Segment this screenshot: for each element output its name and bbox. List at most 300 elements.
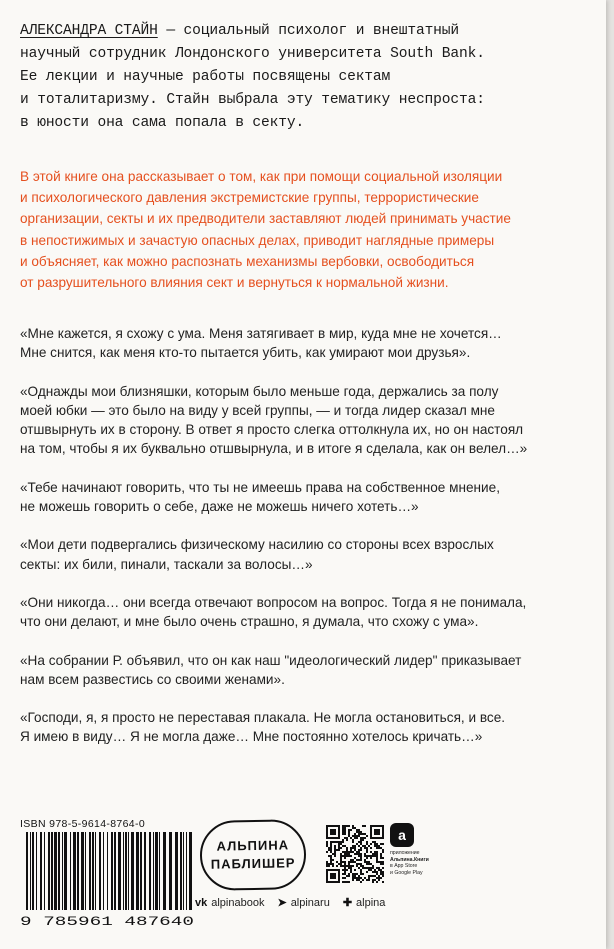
qr-module (376, 871, 378, 873)
qr-module (380, 843, 382, 845)
qr-module (378, 867, 380, 869)
qr-module (372, 865, 374, 867)
qr-module (352, 877, 354, 879)
quote-line: на том, чтобы я их буквально отшвырнула, и в итоге я сделала, как он велел…» (20, 441, 528, 457)
qr-module (352, 851, 354, 853)
qr-module (356, 863, 358, 865)
qr-module (380, 853, 382, 855)
qr-module (352, 859, 354, 861)
qr-module (382, 863, 384, 865)
qr-module (350, 829, 352, 831)
qr-module (336, 849, 338, 851)
qr-module (340, 861, 342, 863)
qr-module (370, 847, 372, 849)
qr-module (342, 827, 344, 829)
qr-module (342, 861, 344, 863)
author-bio-line: в юности она сама попала в секту. (20, 115, 305, 131)
qr-module (360, 853, 362, 855)
qr-module (362, 825, 364, 827)
qr-module (374, 845, 376, 847)
qr-module (380, 857, 382, 859)
qr-module (328, 865, 330, 867)
quote-line: Мне снится, как меня кто-то пытается убить, как умирают мои друзья». (20, 345, 471, 361)
qr-module (374, 853, 376, 855)
qr-module (376, 877, 378, 879)
qr-module (370, 863, 372, 865)
qr-module (372, 867, 374, 869)
qr-module (334, 841, 336, 843)
barcode-bar (118, 832, 121, 910)
barcode-bar (159, 832, 160, 910)
qr-module (374, 871, 376, 873)
qr-module (358, 845, 360, 847)
qr-module (382, 871, 384, 873)
barcode-bar (44, 832, 45, 910)
qr-module (344, 853, 346, 855)
qr-module (348, 853, 350, 855)
qr-module (350, 851, 352, 853)
publisher-name-line1: АЛЬПИНА (216, 837, 290, 854)
alpina-icon: ✚ (342, 897, 353, 909)
qr-module (326, 845, 328, 847)
qr-module (332, 841, 334, 843)
qr-module (328, 855, 330, 857)
qr-module (376, 867, 378, 869)
qr-module (340, 857, 342, 859)
qr-module (330, 851, 332, 853)
qr-module (344, 833, 346, 835)
qr-module (380, 863, 382, 865)
barcode-bar (144, 832, 146, 910)
qr-module (342, 877, 344, 879)
qr-module (368, 863, 370, 865)
qr-module (378, 877, 380, 879)
qr-module (382, 867, 384, 869)
qr-module (380, 855, 382, 857)
qr-module (376, 855, 378, 857)
qr-module (360, 847, 362, 849)
qr-module (382, 875, 384, 877)
qr-module (344, 881, 346, 883)
publisher-logo (199, 819, 306, 891)
qr-module (348, 851, 350, 853)
qr-module (360, 855, 362, 857)
blurb-line: организации, секты и их предводители заставляют людей принимать участие (20, 211, 511, 227)
qr-module (342, 839, 344, 841)
qr-module (346, 865, 348, 867)
qr-module (340, 859, 342, 861)
qr-module (344, 873, 346, 875)
barcode-bar (186, 832, 187, 910)
barcode-bar (85, 832, 86, 910)
qr-module (362, 837, 364, 839)
barcode-bar (149, 832, 151, 910)
barcode-bar (48, 832, 50, 910)
qr-module (368, 875, 370, 877)
qr-module (346, 855, 348, 857)
qr-module (338, 863, 340, 865)
qr-module (348, 867, 350, 869)
qr-module (334, 845, 336, 847)
qr-module (354, 873, 356, 875)
barcode-bar (189, 832, 192, 910)
qr-module (330, 829, 336, 835)
quote-line: не можешь говорить о себе, даже не можешь ничего хотеть…» (20, 499, 419, 515)
qr-module (350, 859, 352, 861)
qr-module (372, 881, 374, 883)
barcode-bar (131, 832, 134, 910)
qr-module (348, 835, 350, 837)
qr-module (344, 865, 346, 867)
quote-line: моей юбки — это было на виду у всей группы, — и тогда лидер сказал мне (20, 402, 495, 418)
qr-module (330, 849, 332, 851)
qr-module (358, 859, 360, 861)
qr-module (378, 879, 380, 881)
qr-module (352, 835, 354, 837)
qr-module (338, 841, 340, 843)
qr-module (328, 863, 330, 865)
qr-module (362, 839, 364, 841)
qr-module (332, 865, 334, 867)
barcode-bar (128, 832, 129, 910)
qr-module (382, 873, 384, 875)
qr-module (370, 851, 372, 853)
qr-module (342, 825, 344, 827)
qr-module (348, 829, 350, 831)
qr-module (368, 861, 370, 863)
qr-module (348, 825, 350, 827)
quote-line: «На собрании Р. объявил, что он как наш "идеологический лидер" приказывает (20, 652, 522, 668)
barcode-bar (26, 832, 28, 910)
qr-module (346, 875, 348, 877)
qr-module (372, 875, 374, 877)
qr-module (380, 869, 382, 871)
qr-module (340, 865, 342, 867)
qr-module (358, 835, 360, 837)
qr-module (342, 855, 344, 857)
qr-module (360, 831, 362, 833)
qr-module (346, 847, 348, 849)
qr-module (354, 845, 356, 847)
barcode-bar (180, 832, 182, 910)
social-link-telegram[interactable] (277, 896, 329, 909)
qr-module (360, 849, 362, 851)
qr-module (342, 833, 344, 835)
qr-module (330, 859, 332, 861)
barcode-bar (64, 832, 67, 910)
qr-module (342, 829, 344, 831)
social-link-vk[interactable] (195, 897, 264, 909)
barcode-bar (169, 832, 172, 910)
qr-module (348, 861, 350, 863)
qr-module (382, 881, 384, 883)
qr-module (378, 861, 380, 863)
author-name: АЛЕКСАНДРА СТАЙН (20, 23, 158, 39)
quote-line: «Мои дети подвергались физическому насилию со стороны всех взрослых (20, 537, 494, 553)
author-bio-line: и тоталитаризму. Стайн выбрала эту тематику неспроста: (20, 92, 485, 108)
qr-module (362, 845, 364, 847)
qr-module (366, 841, 368, 843)
isbn-barcode (18, 818, 196, 928)
qr-module (330, 841, 332, 843)
author-bio-line: Ее лекции и научные работы посвящены сектам (20, 69, 391, 85)
qr-module (338, 847, 340, 849)
qr-module (374, 879, 376, 881)
qr-module (356, 865, 358, 867)
qr-module (374, 841, 376, 843)
qr-module (346, 853, 348, 855)
qr-module (352, 827, 354, 829)
qr-module (378, 847, 380, 849)
qr-module (364, 825, 366, 827)
qr-module (364, 855, 366, 857)
qr-module (376, 859, 378, 861)
qr-module (360, 881, 362, 883)
qr-module (348, 833, 350, 835)
qr-module (356, 837, 358, 839)
barcode-bar (123, 832, 124, 910)
qr-module (350, 847, 352, 849)
qr-module (356, 877, 358, 879)
qr-module (354, 847, 356, 849)
qr-module (364, 859, 366, 861)
qr-module (360, 833, 362, 835)
qr-module (374, 869, 376, 871)
qr-module (358, 831, 360, 833)
qr-module (342, 845, 344, 847)
qr-module (344, 851, 346, 853)
qr-module (354, 853, 356, 855)
qr-module (358, 841, 360, 843)
qr-module (366, 857, 368, 859)
qr-module (340, 847, 342, 849)
qr-module (352, 865, 354, 867)
telegram-icon: ➤ (277, 897, 287, 909)
social-label: alpina (356, 896, 386, 909)
qr-module (350, 871, 352, 873)
qr-module (326, 861, 328, 863)
qr-module (366, 847, 368, 849)
barcode-bar (77, 832, 79, 910)
qr-module (344, 871, 346, 873)
qr-module (352, 841, 354, 843)
quote (20, 535, 580, 574)
blurb-line: и объясняет, как можно распознать механизмы вербовки, освободиться (20, 253, 475, 269)
quote-line: «Они никогда… они всегда отвечают вопросом на вопрос. Тогда я не понимала, (20, 594, 527, 610)
quote (20, 593, 580, 632)
qr-module (374, 851, 376, 853)
vk-icon: vk (195, 896, 208, 909)
qr-module (352, 839, 354, 841)
quote-line: отшвырнуть их в сторону. В ответ я просто слегка оттолкнула их, но он настоял (20, 422, 524, 438)
qr-module (346, 825, 348, 827)
qr-module (370, 875, 372, 877)
qr-module (350, 837, 352, 839)
qr-module (350, 869, 352, 871)
qr-module (352, 879, 354, 881)
qr-module (354, 875, 356, 877)
barcode-bar (114, 832, 116, 910)
barcode-bar (163, 832, 166, 910)
qr-module (346, 849, 348, 851)
qr-module (340, 843, 342, 845)
qr-module (380, 847, 382, 849)
qr-module (338, 845, 340, 847)
qr-module (360, 865, 362, 867)
qr-module (352, 873, 354, 875)
barcode-bar (51, 832, 53, 910)
qr-module (344, 829, 346, 831)
qr-module (348, 865, 350, 867)
qr-module (330, 847, 332, 849)
author-bio-line: — социальный психолог и внештатный (157, 23, 460, 39)
qr-module (366, 863, 368, 865)
qr-module (362, 873, 364, 875)
qr-module (348, 855, 350, 857)
qr-module (330, 855, 332, 857)
qr-module (360, 839, 362, 841)
qr-module (328, 847, 330, 849)
quote-line: что они делают, и мне было очень страшно, я думала, что схожу с ума». (20, 614, 479, 630)
blurb-line: в непостижимых и зачастую опасных делах, приводит наглядные примеры (20, 232, 495, 248)
qr-module (366, 861, 368, 863)
qr-module (354, 857, 356, 859)
blurb-line: В этой книге она рассказывает о том, как при помощи социальной изоляции (20, 169, 503, 184)
qr-module (372, 853, 374, 855)
social-label: alpinaru (290, 896, 330, 909)
qr-module (332, 853, 334, 855)
qr-module (336, 865, 338, 867)
qr-module (350, 865, 352, 867)
qr-module (344, 825, 346, 827)
qr-module (364, 867, 366, 869)
qr-module (360, 863, 362, 865)
qr-code[interactable] (326, 825, 384, 883)
barcode-bar (111, 832, 113, 910)
qr-module (348, 881, 350, 883)
qr-module (374, 855, 376, 857)
qr-module (334, 849, 336, 851)
qr-module (364, 837, 366, 839)
quote (20, 478, 580, 517)
qr-module (360, 877, 362, 879)
qr-module (382, 843, 384, 845)
qr-module (356, 843, 358, 845)
qr-module (366, 871, 368, 873)
qr-module (356, 873, 358, 875)
qr-module (356, 859, 358, 861)
app-badge-line: и Google Play (390, 869, 423, 876)
qr-module (350, 855, 352, 857)
qr-module (354, 833, 356, 835)
qr-module (352, 825, 354, 827)
qr-module (326, 851, 328, 853)
qr-module (354, 869, 356, 871)
qr-module (380, 861, 382, 863)
qr-module (342, 869, 344, 871)
qr-module (342, 831, 344, 833)
qr-module (380, 877, 382, 879)
barcode-bar (58, 832, 60, 910)
barcode-bar (125, 832, 127, 910)
quote-line: нам всем развестись со своими женами». (20, 671, 285, 687)
barcode-bar (30, 832, 31, 910)
qr-module (352, 847, 354, 849)
quote-line: «Господи, я, я просто не переставая плакала. Не могла остановиться, и все. (20, 710, 506, 726)
qr-module (366, 851, 368, 853)
qr-module (330, 857, 332, 859)
isbn-label: ISBN 978-5-9614-8764-0 (20, 818, 146, 830)
qr-module (332, 859, 334, 861)
qr-module (366, 835, 368, 837)
app-badge[interactable] (390, 823, 436, 885)
barcode-bar (103, 832, 104, 910)
qr-module (326, 843, 328, 845)
social-links (195, 896, 398, 909)
qr-module (332, 863, 334, 865)
qr-module (370, 857, 372, 859)
quote (20, 324, 580, 363)
qr-module (376, 853, 378, 855)
qr-module (362, 865, 364, 867)
qr-module (346, 851, 348, 853)
qr-module (340, 841, 342, 843)
qr-module (344, 837, 346, 839)
qr-module (360, 843, 362, 845)
qr-module (376, 851, 378, 853)
qr-module (370, 843, 372, 845)
qr-module (344, 877, 346, 879)
social-link-alpina[interactable] (343, 896, 386, 909)
qr-module (358, 829, 360, 831)
barcode-bar (140, 832, 142, 910)
qr-module (372, 841, 374, 843)
qr-module (330, 861, 332, 863)
qr-module (372, 879, 374, 881)
qr-module (348, 863, 350, 865)
qr-module (360, 859, 362, 861)
quote (20, 708, 580, 747)
qr-module (378, 869, 380, 871)
qr-module (358, 849, 360, 851)
qr-module (380, 871, 382, 873)
blurb-line: и психологического давления экстремистские группы, террористические (20, 190, 479, 206)
qr-module (352, 845, 354, 847)
quotes-list (20, 324, 580, 766)
quote-line: «Тебе начинают говорить, что ты не имеешь права на собственное мнение, (20, 479, 500, 495)
qr-module (374, 829, 380, 835)
qr-module (366, 855, 368, 857)
qr-module (358, 863, 360, 865)
qr-module (344, 845, 346, 847)
qr-module (364, 861, 366, 863)
qr-module (346, 881, 348, 883)
qr-module (344, 863, 346, 865)
qr-module (346, 837, 348, 839)
qr-module (372, 855, 374, 857)
qr-module (358, 851, 360, 853)
qr-module (334, 851, 336, 853)
barcode-bar (54, 832, 57, 910)
qr-module (378, 875, 380, 877)
app-logo-icon: a (390, 823, 414, 847)
qr-module (344, 831, 346, 833)
quote-line: Я имею в виду… Я не могла даже… Мне постоянно хотелось кричать…» (20, 729, 483, 745)
barcode-bar (183, 832, 184, 910)
qr-module (330, 873, 336, 879)
barcode-bar (62, 832, 63, 910)
qr-module (342, 873, 344, 875)
